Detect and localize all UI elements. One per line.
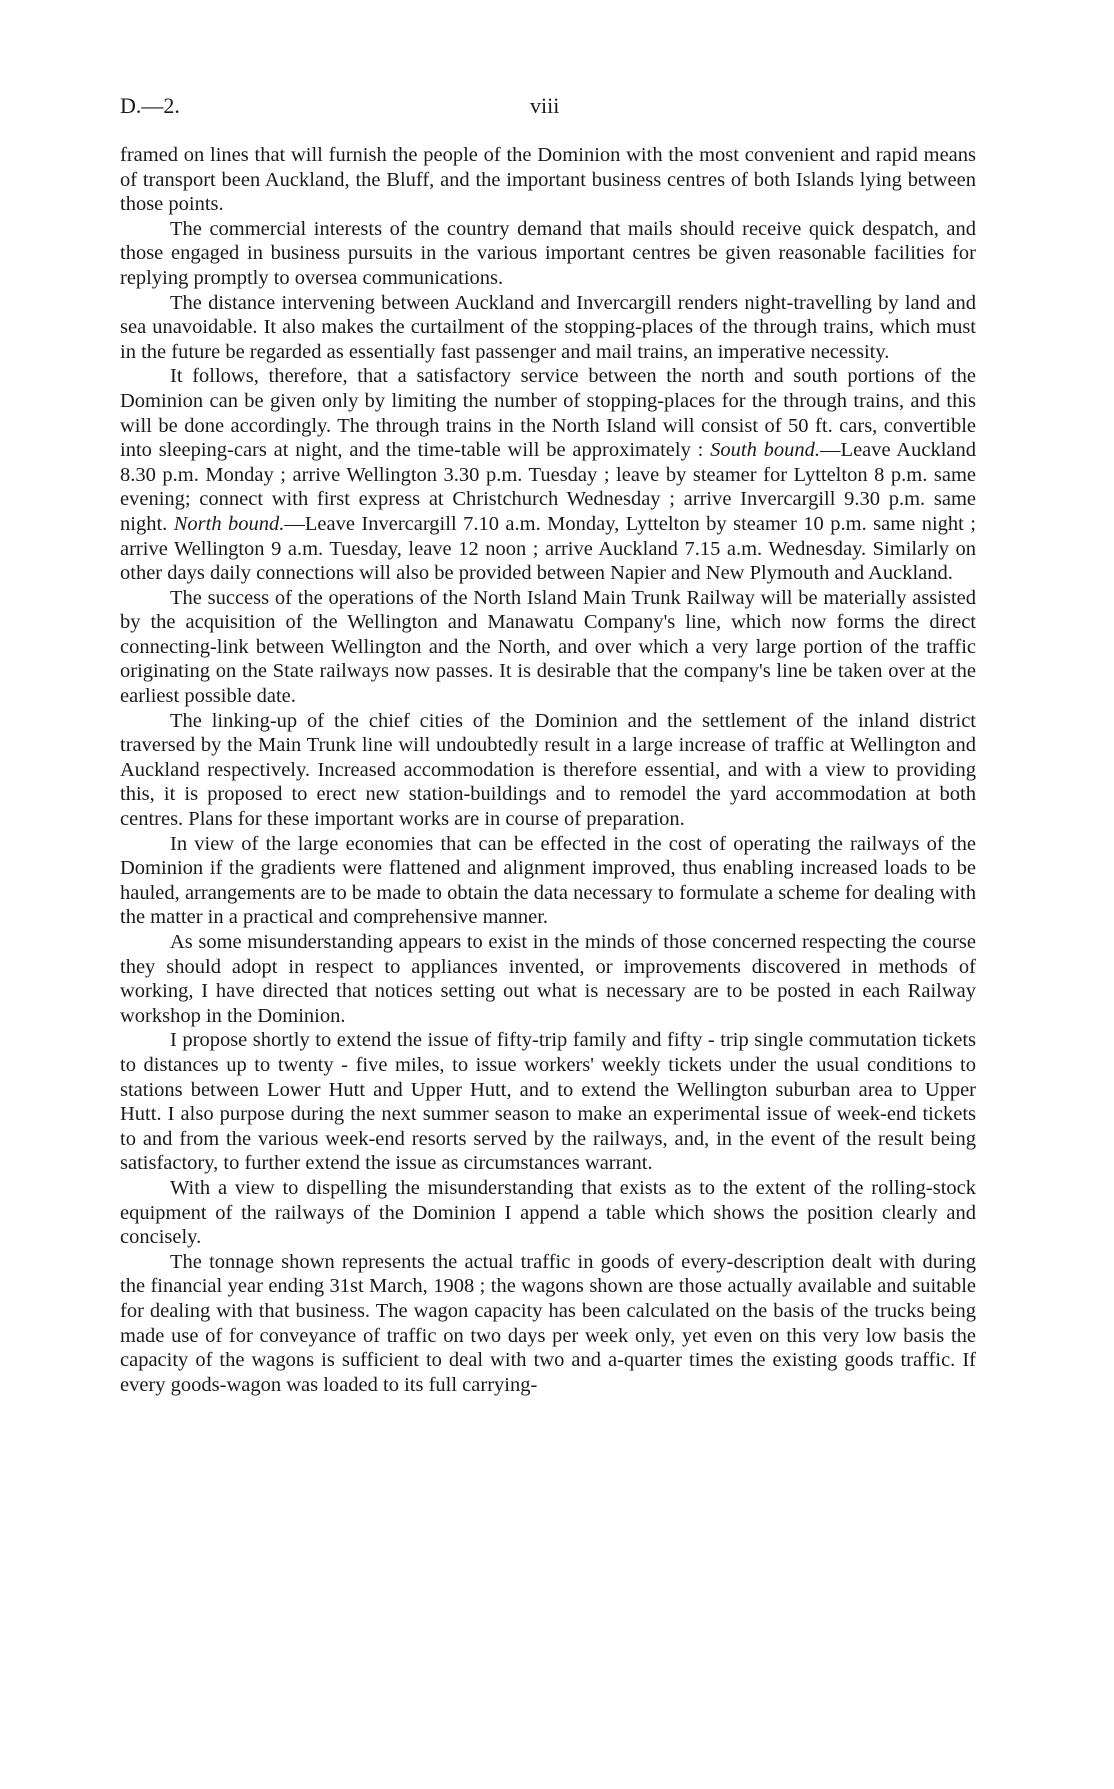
south-bound-schedule: —Leave Auckland 8.30 p.m. Monday ; arrive Wellington 3.30 p.m. Tuesday ; leave by steamer for Lyttelton 8 p.m. same evening; connect with first express at Christchurch Wednesday ; arrive Invercargill 9.30 p.m. same night. <box>120 439 976 535</box>
paragraph-continuation: framed on lines that will furnish the people of the Dominion with the most convenient and rapid means of transport been Auckland, the Bluff, and the important business centres of both Islands lying between those points. <box>120 144 976 216</box>
paragraph-commercial-interests: The commercial interests of the country demand that mails should receive quick despatch, and those engaged in business pursuits in the various important centres be given reasonable facilities for replying promptly to oversea communications. <box>120 217 976 289</box>
page-header <box>120 93 976 123</box>
paragraph-manawatu-line: The success of the operations of the North Island Main Trunk Railway will be materially assisted by the acquisition of the Wellington and Manawatu Company's line, which now forms the direct connecting-link between Wellington and the North, and over which a very large portion of the traffic originating on the State railways now passes. It is desirable that the company's line be taken over at the earliest possible date. <box>120 586 976 708</box>
paragraph-rolling-stock: With a view to dispelling the misunderstanding that exists as to the extent of the rolling-stock equipment of the railways of the Dominion I append a table which shows the position clearly and concisely. <box>120 1176 976 1249</box>
timetable-intro: It follows, therefore, that a satisfactory service between the north and south portions of the Dominion can be given only by limiting the number of stopping-places for the through trains, and this will be done accordingly. The through trains in the North Island will consist of 50 ft. cars, convertible into sleeping-cars at night, and the time-table will be approximately : <box>120 365 976 462</box>
north-bound-heading: North bound. <box>173 512 285 535</box>
north-bound-schedule: —Leave Invercargill 7.10 a.m. Monday, Lyttelton by steamer 10 p.m. same night ; arrive Wellington 9 a.m. Tuesday, leave 12 noon ; arrive Auckland 7.15 a.m. Wednesday. Similarly on other days daily connections will also be provided between Napier and New Plymouth and Auckland. <box>120 512 976 585</box>
paragraph-tonnage: The tonnage shown represents the actual traffic in goods of every-description dealt with during the financial year ending 31st March, 1908 ; the wagons shown are those actually available and suitable for dealing with that business. The wagon capacity has been calculated on the basis of the trucks being made use of for conveyance of traffic on two days per week only, yet even on this very low basis the capacity of the wagons is sufficient to deal with two and a-quarter times the existing goods traffic. If every goods-wagon was loaded to its full carrying- <box>120 1250 976 1396</box>
paragraph-timetable <box>120 364 976 585</box>
paragraph-gradients: In view of the large economies that can be effected in the cost of operating the railways of the Dominion if the gradients were flattened and alignment improved, thus enabling increased loads to be hauled, arrangements are to be made to obtain the data necessary to formulate a scheme for dealing with the matter in a practical and comprehensive manner. <box>120 832 976 929</box>
document-reference: D.—2. <box>120 93 180 118</box>
paragraph-night-travelling: The distance intervening between Auckland and Invercargill renders night-travelling by land and sea unavoidable. It also makes the curtailment of the stopping-places of the through trains, which must in the future be regarded as essentially fast passenger and mail trains, an imperative necessity. <box>120 291 976 363</box>
paragraph-workshop-notices: As some misunderstanding appears to exist in the minds of those concerned respecting the course they should adopt in respect to appliances invented, or improvements discovered in methods of working, I have directed that notices setting out what is necessary are to be posted in each Railway workshop in the Dominion. <box>120 931 976 1027</box>
paragraph-station-buildings: The linking-up of the chief cities of the Dominion and the settlement of the inland district traversed by the Main Trunk line will undoubtedly result in a large increase of traffic at Wellington and Auckland respectively. Increased accommodation is therefore essential, and with a view to providing this, it is proposed to erect new station-buildings and to remodel the yard accommodation at both centres. Plans for these important works are in course of preparation. <box>120 709 976 831</box>
body-text <box>120 143 976 1397</box>
paragraph-commutation-tickets: I propose shortly to extend the issue of fifty-trip family and fifty - trip single commutation tickets to distances up to twenty - five miles, to issue workers' weekly tickets under the usual conditions to stations between Lower Hutt and Upper Hutt, and to extend the Wellington suburban area to Upper Hutt. I also purpose during the next summer season to make an experimental issue of week-end tickets to and from the various week-end resorts served by the railways, and, in the event of the result being satisfactory, to further extend the issue as circumstances warrant. <box>120 1029 976 1175</box>
page-number: viii <box>530 93 560 118</box>
south-bound-heading: South bound. <box>710 439 821 462</box>
